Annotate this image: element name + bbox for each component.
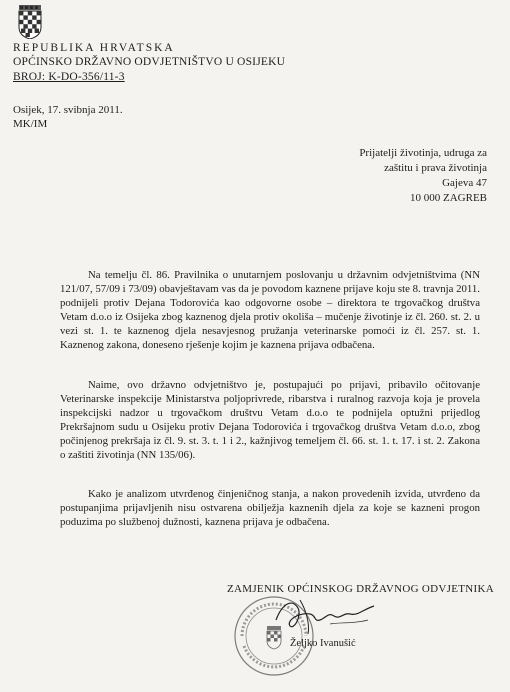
- recipient-line-2: zaštitu i prava životinja: [384, 162, 487, 174]
- signatory-name: Željko Ivanušić: [290, 638, 356, 649]
- recipient-line-4: 10 000 ZAGREB: [410, 192, 487, 204]
- document-date: Osijek, 17. svibnja 2011.: [13, 104, 123, 116]
- body-paragraph-1: Na temelju čl. 86. Pravilnika o unutarnjem poslovanju u državnim odvjetništvima (NN 121/07, 57/09 i 73/09) obavještavam vas da je povodom kaznene prijave koju ste 8. travnja 2011. podnijeli protiv Dejana Todorovića kao odgovorne osobe – direktora te trgovačkog društva Vetam d.o.o iz Osijeka zbog kaznenog djela protiv okoliša – mučenje životinje iz čl. 260. st. 2. u vezi st. 1. te kaznenog djela nesavjesnog pružanja veterinarske pomoći iz čl. 257. st. 1. Kaznenog zakona, doneseno rješenje kojim je kaznena prijava odbačena.: [60, 269, 480, 351]
- body-paragraph-2: Naime, ovo državno odvjetništvo je, postupajući po prijavi, pribavilo očitovanje Veterinarske inspekcije Ministarstva poljoprivrede, ribarstva i ruralnog razvoja koja je provela inspekcijski nadzor u trgovačkom društvu Vetam d.o.o te podnijela optužni prijedlog Prekršajnom sudu u Osijeku protiv Dejana Todorovića i trgovačkog društva Vetam d.o.o, zbog počinjenog prekršaja iz čl. 9. st. 3. t. 1 i 2., kažnjivog temeljem čl. 66. st. 1. t. 17. i st. 2. Zakona o zaštiti životinja (NN 135/06).: [60, 379, 480, 461]
- header-office: OPĆINSKO DRŽAVNO ODVJETNIŠTVO U OSIJEKU: [13, 56, 286, 68]
- header-case-number: BROJ: K-DO-356/11-3: [13, 71, 125, 83]
- document-reference: MK/IM: [13, 118, 48, 130]
- recipient-line-1: Prijatelji životinja, udruga za: [359, 147, 487, 159]
- recipient-line-3: Gajeva 47: [442, 177, 487, 189]
- body-paragraph-3: Kako je analizom utvrđenog činjeničnog stanja, a nakon provedenih izvida, utvrđeno da postupanjima prijavljenih nisu ostvarena obilježja kaznenih djela za koje se kazneni progon poduzima po službenoj dužnosti, kaznena prijava je odbačena.: [60, 488, 480, 528]
- coat-of-arms-icon: [17, 5, 43, 39]
- signatory-title: ZAMJENIK OPĆINSKOG DRŽAVNOG ODVJETNIKA: [227, 583, 494, 595]
- header-republic: REPUBLIKA HRVATSKA: [13, 42, 175, 54]
- handwritten-signature-icon: [270, 590, 380, 640]
